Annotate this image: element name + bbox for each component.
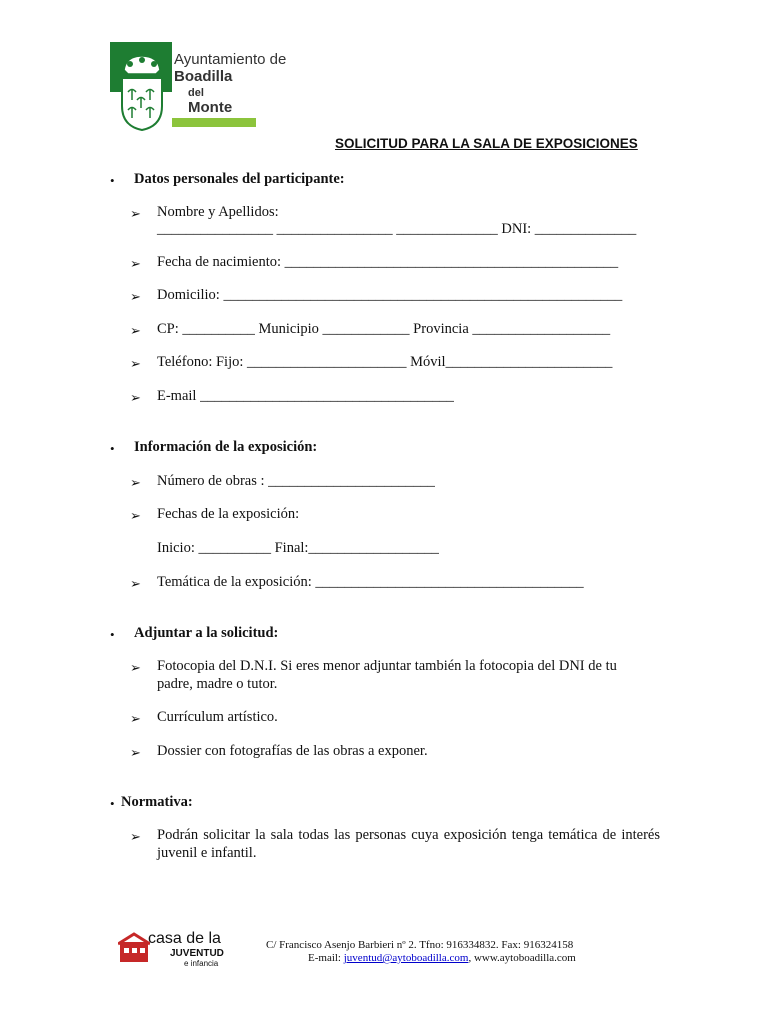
fechas-label: Fechas de la exposición: — [157, 506, 300, 522]
arrow-icon: ➢ — [130, 256, 141, 271]
adjuntar-item-dossier: Dossier con fotografías de las obras a exponer. — [157, 743, 428, 759]
telefono-field[interactable]: Teléfono: Fijo: ______________________ Móvil_______________________ — [157, 354, 613, 370]
nombre-dni-field[interactable]: ________________ ________________ ______________ DNI: ______________ — [157, 221, 637, 237]
arrow-icon: ➢ — [130, 745, 141, 760]
arrow-icon: ➢ — [130, 475, 141, 490]
numero-obras-field[interactable]: Número de obras : _______________________ — [157, 473, 435, 489]
footer-web: , www.aytoboadilla.com — [468, 952, 576, 964]
footer-logo — [118, 928, 233, 970]
footer-logo-line3: e infancia — [184, 959, 219, 968]
logo-text-monte: Monte — [188, 99, 233, 116]
arrow-icon: ➢ — [130, 390, 141, 405]
arrow-icon: ➢ — [130, 829, 141, 844]
bullet-icon: • — [110, 441, 115, 456]
footer-contact — [308, 952, 576, 964]
section-heading-personal: Datos personales del participante: — [134, 171, 345, 187]
adjuntar-item-dni: Fotocopia del D.N.I. Si eres menor adjuntar también la fotocopia del DNI de tu — [157, 658, 617, 674]
page-title: SOLICITUD PARA LA SALA DE EXPOSICIONES — [335, 136, 638, 151]
footer-email-link[interactable]: juventud@aytoboadilla.com — [343, 952, 469, 964]
logo-text-ayuntamiento: Ayuntamiento de — [174, 51, 287, 68]
arrow-icon: ➢ — [130, 356, 141, 371]
inicio-final-field[interactable]: Inicio: __________ Final:__________________ — [157, 540, 439, 556]
normativa-item: Podrán solicitar la sala todas las personas cuya exposición tenga temática de interés juvenil e infantil. — [157, 827, 660, 861]
cp-municipio-provincia-field[interactable]: CP: __________ Municipio ____________ Provincia ___________________ — [157, 321, 611, 337]
arrow-icon: ➢ — [130, 508, 141, 523]
section-heading-exposicion: Información de la exposición: — [134, 439, 318, 455]
logo-text-boadilla: Boadilla — [174, 68, 233, 85]
section-heading-adjuntar: Adjuntar a la solicitud: — [134, 625, 279, 641]
arrow-icon: ➢ — [130, 660, 141, 675]
house-logo-icon — [118, 932, 150, 964]
bullet-icon: • — [110, 173, 115, 188]
nombre-label: Nombre y Apellidos: — [157, 204, 279, 220]
adjuntar-item-dni-cont: padre, madre o tutor. — [157, 676, 278, 692]
tematica-field[interactable]: Temática de la exposición: _____________________________________ — [157, 574, 584, 590]
footer-email-label: E-mail: — [308, 952, 344, 964]
municipal-logo — [110, 42, 300, 132]
arrow-icon: ➢ — [130, 289, 141, 304]
domicilio-field[interactable]: Domicilio: _______________________________________________________ — [157, 287, 623, 303]
fecha-nacimiento-field[interactable]: Fecha de nacimiento: ______________________________________________ — [157, 254, 619, 270]
coat-of-arms-icon — [116, 50, 168, 132]
footer-address: C/ Francisco Asenjo Barbieri nº 2. Tfno: 916334832. Fax: 916324158 — [266, 939, 574, 951]
email-field[interactable]: E-mail ___________________________________ — [157, 388, 454, 404]
logo-text-del: del — [188, 87, 204, 99]
arrow-icon: ➢ — [130, 323, 141, 338]
arrow-icon: ➢ — [130, 206, 141, 221]
bullet-icon: • — [110, 796, 115, 811]
arrow-icon: ➢ — [130, 711, 141, 726]
section-heading-normativa: Normativa: — [121, 794, 193, 810]
bullet-icon: • — [110, 627, 115, 642]
footer-logo-line1: casa de la — [148, 930, 221, 947]
logo-green-bar — [172, 118, 256, 127]
adjuntar-item-curriculum: Currículum artístico. — [157, 709, 278, 725]
arrow-icon: ➢ — [130, 576, 141, 591]
footer-logo-line2: JUVENTUD — [170, 948, 224, 959]
